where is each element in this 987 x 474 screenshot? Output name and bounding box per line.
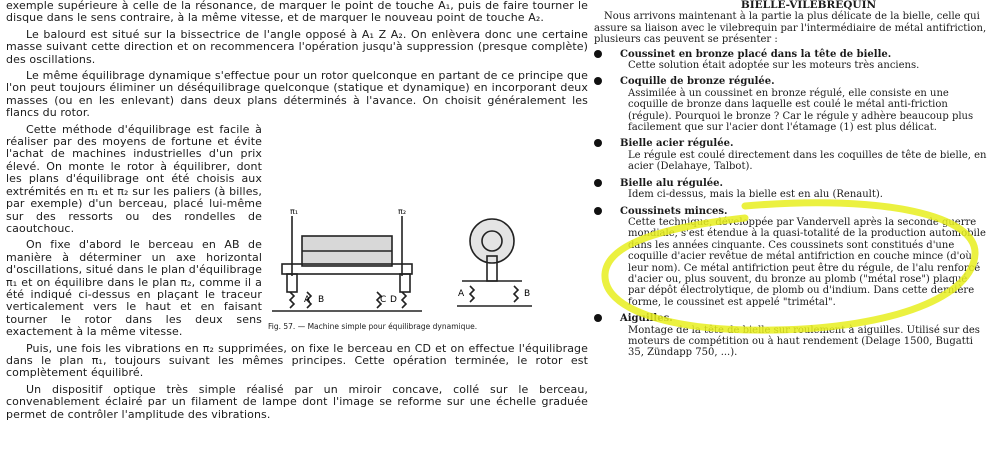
list-item [590, 76, 987, 133]
item-heading: Coussinet en bronze placé dans la tête de bielle. [620, 48, 892, 60]
section-title: BIELLE-VILEBREQUIN [740, 0, 877, 11]
fig-label-pi1: π₁ [290, 207, 299, 216]
list-item [590, 138, 987, 172]
item-body: Cette solution était adoptée sur les moteurs très anciens. [628, 60, 920, 72]
paragraph: exemple supérieure à celle de la résonance, de marquer le point de touche A₁, puis de faire tourner le disque dans le sens contraire, à la même vitesse, et de marquer le nouveau point de touche A₂. [6, 0, 588, 25]
item-heading: Coquille de bronze régulée. [620, 76, 775, 88]
list-item [590, 313, 987, 359]
item-heading: Aiguilles. [620, 313, 673, 325]
bullet-icon [594, 314, 602, 322]
fig-label-pi2: π₂ [398, 207, 407, 216]
figure-caption: Fig. 57. — Machine simple pour équilibrage dynamique. [268, 322, 478, 331]
item-body: Montage de la tête de bielle sur roulement à aiguilles. Utilisé sur des moteurs de compétition ou à haut rendement (Delage 1500, Bugatti 35, Zündapp 750, ...). [628, 324, 980, 359]
item-heading: Bielle alu régulée. [620, 177, 723, 189]
item-heading: Bielle acier régulée. [620, 138, 734, 150]
bullet-icon [594, 77, 602, 85]
right-page [590, 0, 987, 474]
fig-label-b2: B [524, 289, 531, 299]
fig-label-b: B [318, 295, 325, 305]
item-body: Assimilée à un coussinet en bronze régulé, elle consiste en une coquille de bronze dans laquelle est coulé le métal anti-friction (régule). Pourquoi le bronze ? Car le régule y adhère beaucoup plus facilement que sur l'acier dont l'étamage (1) est plus délicat. [628, 87, 974, 134]
intro-paragraph: Nous arrivons maintenant à la partie la plus délicate de la bielle, celle qui assure sa liaison avec le vilebrequin par l'intermédiaire de métal antifriction, plusieurs cas peuvent se présenter : [594, 11, 987, 46]
fig-label-c: C [380, 295, 387, 305]
bullet-icon [594, 50, 602, 58]
bullet-icon [594, 207, 602, 215]
list-item [590, 178, 987, 201]
bullet-icon [594, 179, 602, 187]
paragraph: Cette méthode d'équilibrage est facile à réaliser par des moyens de fortune et évite l'achat de machines industrielles d'un prix élevé. On monte le rotor à équilibrer, dont les plans d'équilibrage ont été choisis aux extrémités en π₁ et π₂ sur les paliers (à billes, par exemple) d'un berceau, placé lui-même sur des ressorts ou des rondelles de caoutchouc. [6, 122, 262, 235]
item-body: Le régule est coulé directement dans les coquilles de tête de bielle, en acier (Delahaye, Talbot). [628, 149, 987, 173]
paragraph: On fixe d'abord le berceau en AB de manière à déterminer un axe horizontal d'oscillations, situé dans le plan d'équilibrage π₁ et on équilibre dans le plan π₂, comme il a été indiqué ci-dessus en plaçant le traceur verticalement vers le haut et en faisant tourner le rotor dans les deux sens exactement à la même vitesse. [6, 238, 262, 339]
paragraph: Puis, une fois les vibrations en π₂ supprimées, on fixe le berceau en CD et on effectue l'équilibrage dans le plan π₁, toujours suivant les mêmes principes. Cette opération terminée, le rotor est complètement équilibré. [6, 341, 588, 380]
item-heading: Coussinets minces. [620, 205, 728, 217]
fig-label-a: A [304, 295, 311, 305]
paragraph: Le balourd est situé sur la bissectrice de l'angle opposé à A₁ Z A₂. On enlèvera donc une certaine masse suivant cette direction et on recommencera l'opération jusqu'à suppression (presque complète) des oscillations. [6, 27, 588, 66]
fig-label-a2: A [458, 289, 465, 299]
paragraph: Le même équilibrage dynamique s'effectue pour un rotor quelconque en partant de ce principe que l'on peut toujours éliminer un déséquilibrage quelconque (statique et dynamique) en incorporant deux masses (ou en les enlevant) dans deux plans déterminés à l'avance. On choisit généralement les flancs du rotor. [6, 69, 588, 120]
paragraph: Un dispositif optique très simple réalisé par un miroir concave, collé sur le berceau, convenablement éclairé par un filament de lampe dont l'image se reforme sur une échelle graduée permet de contrôler l'amplitude des vibrations. [6, 382, 588, 421]
list-item [590, 206, 987, 309]
machine-diagram [262, 206, 582, 326]
item-body: Cette technique, développée par Vandervell après la seconde guerre mondiale, s'est étendue à la quasi-totalité de la production automobile dans les années cinquante. Ces coussinets sont constitués d'une coquille d'acier revêtue de métal antifriction en couche mince (d'où leur nom). Ce métal antifriction peut être du régule, de l'alu renforcé d'acier ou, plus souvent, du bronze au plomb ("métal rose") plaqué par dépôt électrolytique, de plomb ou d'indium. Dans cette dernière forme, le coussinet est appelé "trimétal". [628, 216, 986, 308]
bullet-icon [594, 139, 602, 147]
fig-label-d: D [390, 295, 397, 305]
list-item [590, 49, 987, 72]
item-body: Idem ci-dessus, mais la bielle est en alu (Renault). [628, 189, 883, 201]
